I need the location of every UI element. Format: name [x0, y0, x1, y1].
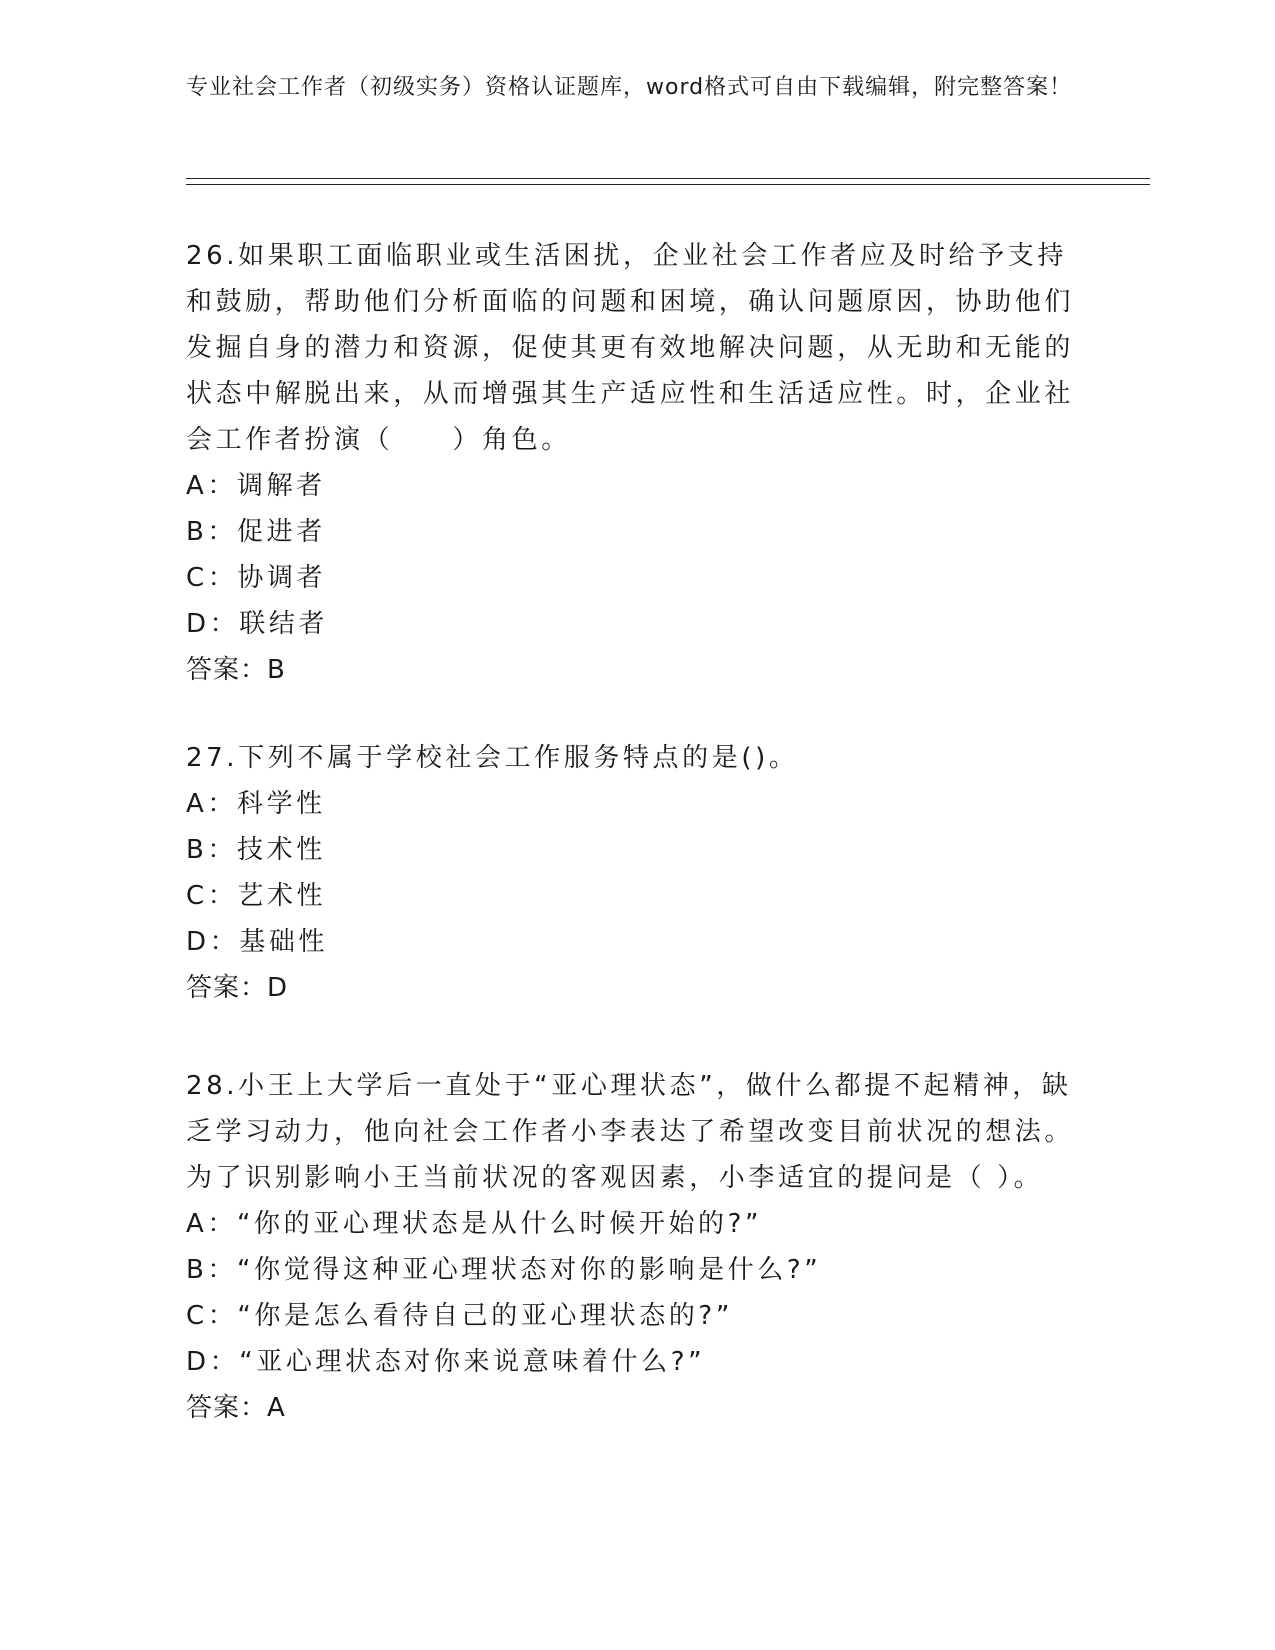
- question-27: [186, 735, 1086, 1011]
- option-list: [186, 781, 1086, 965]
- option-c: C：“你是怎么看待自己的亚心理状态的?”: [186, 1301, 733, 1331]
- option-list: [186, 1201, 1086, 1385]
- option-a: A：调解者: [186, 471, 326, 501]
- option-c: C：协调者: [186, 563, 327, 593]
- question-stem: 28.小王上大学后一直处于“亚心理状态”，做什么都提不起精神，缺乏学习动力，他向社会工作者小李表达了希望改变目前状况的想法。为了识别影响小王当前状况的客观因素，小李适宜的提问是（ ）。: [186, 1071, 1075, 1193]
- option-a: A：科学性: [186, 789, 326, 819]
- question-28: [186, 1063, 1086, 1431]
- question-stem: 27.下列不属于学校社会工作服务特点的是()。: [186, 743, 799, 773]
- option-d: D：基础性: [186, 927, 329, 957]
- document-header: 专业社会工作者（初级实务）资格认证题库，word格式可自由下载编辑，附完整答案！: [186, 75, 1073, 100]
- answer-label: 答案：D: [186, 973, 289, 1003]
- question-stem: 26.如果职工面临职业或生活困扰，企业社会工作者应及时给予支持和鼓励，帮助他们分析面临的问题和困境，确认问题原因，协助他们发掘自身的潜力和资源，促使其更有效地解决问题，从无助和无能的状态中解脱出来，从而增强其生产适应性和生活适应性。时，企业社会工作者扮演（ ）角色。: [186, 241, 1075, 455]
- option-d: D：联结者: [186, 609, 329, 639]
- question-26: [186, 233, 1086, 693]
- option-b: B：促进者: [186, 517, 326, 547]
- option-d: D：“亚心理状态对你来说意味着什么?”: [186, 1347, 706, 1377]
- option-list: [186, 463, 1086, 647]
- answer-label: 答案：A: [186, 1393, 286, 1423]
- option-c: C：艺术性: [186, 881, 327, 911]
- option-b: B：技术性: [186, 835, 326, 865]
- option-a: A：“你的亚心理状态是从什么时候开始的?”: [186, 1209, 763, 1239]
- header-divider: [186, 178, 1150, 185]
- option-b: B：“你觉得这种亚心理状态对你的影响是什么?”: [186, 1255, 822, 1285]
- answer-label: 答案：B: [186, 655, 286, 685]
